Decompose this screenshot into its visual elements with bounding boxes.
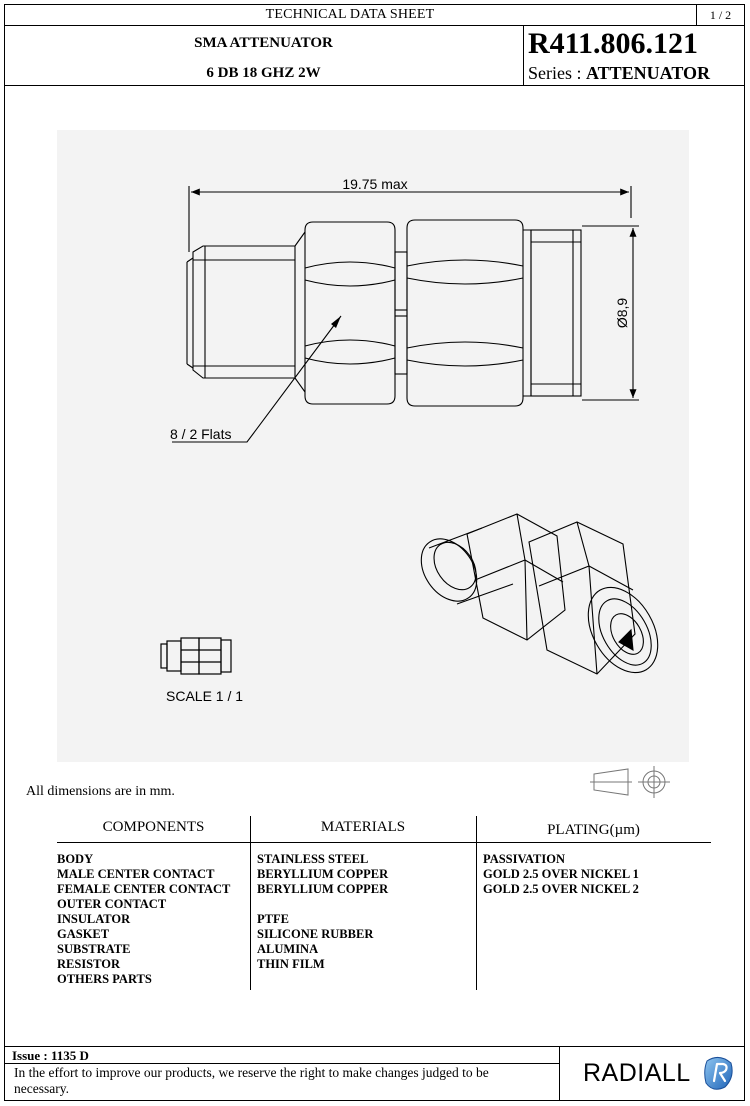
radiall-logo-icon (703, 1055, 735, 1091)
technical-drawing (57, 130, 689, 762)
hex-nut-2 (407, 220, 523, 406)
series-label: Series : (528, 63, 582, 83)
diameter-dim-label: Ø8,9 (614, 297, 630, 329)
material-item: PTFE (257, 912, 289, 926)
scale-figure (161, 638, 231, 674)
iso-view (410, 514, 672, 685)
disclaimer-text: In the effort to improve our products, we reserve the right to make changes judged to be necessary. (14, 1065, 489, 1096)
plating-header: PLATING(µm) (547, 822, 640, 838)
component-item: INSULATOR (57, 912, 131, 926)
materials-header: MATERIALS (320, 819, 406, 835)
plating-list (483, 852, 639, 897)
length-dim-label: 19.75 max (342, 176, 408, 192)
component-item: MALE CENTER CONTACT (57, 867, 215, 881)
hex-nut-1 (305, 222, 395, 404)
coupling-body (193, 246, 295, 378)
material-item: THIN FILM (257, 957, 325, 971)
plating-item: PASSIVATION (483, 852, 565, 866)
title-divider (523, 25, 524, 85)
component-item: SUBSTRATE (57, 942, 131, 956)
flats-leader (172, 316, 341, 442)
product-spec: 6 DB 18 GHZ 2W (206, 65, 321, 81)
projection-symbol (588, 764, 688, 800)
footer-issue-line (4, 1063, 559, 1064)
material-item: STAINLESS STEEL (257, 852, 369, 866)
footer-divider (559, 1046, 560, 1101)
component-item: BODY (57, 852, 94, 866)
header-bottom-line (4, 85, 745, 86)
table-col-divider-2 (476, 816, 477, 990)
material-item: ALUMINA (257, 942, 319, 956)
page-number: 1 / 2 (709, 8, 732, 22)
series-line (528, 61, 710, 85)
component-item: OUTER CONTACT (57, 897, 167, 911)
component-item: RESISTOR (57, 957, 120, 971)
component-item: FEMALE CENTER CONTACT (57, 882, 231, 896)
material-item (257, 897, 388, 912)
component-item: GASKET (57, 927, 110, 941)
dimensions-note: All dimensions are in mm. (26, 784, 175, 799)
materials-list (257, 852, 388, 972)
material-item: SILICONE RUBBER (257, 927, 374, 941)
product-name: SMA ATTENUATOR (194, 35, 333, 51)
issue-label: Issue : 1135 D (12, 1048, 89, 1063)
sheet-title: TECHNICAL DATA SHEET (265, 7, 435, 22)
scale-label: SCALE 1 / 1 (166, 688, 244, 704)
component-item: OTHERS PARTS (57, 972, 152, 986)
components-header: COMPONENTS (102, 819, 205, 835)
series-value: ATTENUATOR (586, 63, 711, 83)
components-list (57, 852, 230, 987)
plating-item: GOLD 2.5 OVER NICKEL 2 (483, 882, 639, 896)
table-col-divider-1 (250, 816, 251, 990)
plating-item: GOLD 2.5 OVER NICKEL 1 (483, 867, 639, 881)
flats-arrowhead (331, 316, 341, 328)
brand-name: RADIALL (583, 1059, 691, 1087)
table-header-line (57, 842, 711, 843)
part-number: R411.806.121 (528, 27, 699, 60)
drawing-svg (57, 130, 689, 762)
material-item: BERYLLIUM COPPER (257, 867, 389, 881)
footer-top-line (4, 1046, 745, 1047)
material-item: BERYLLIUM COPPER (257, 882, 389, 896)
flats-label: 8 / 2 Flats (170, 426, 232, 442)
